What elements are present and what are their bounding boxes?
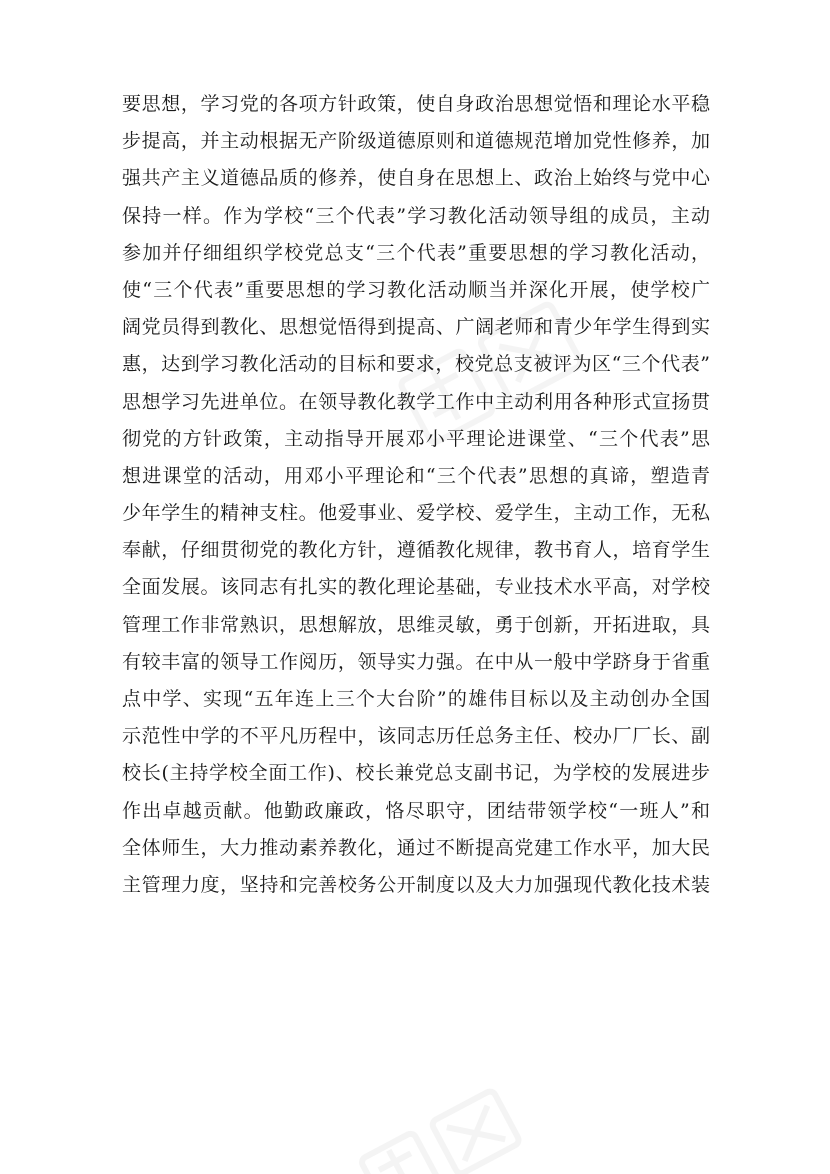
text-line-3: 强共产主义道德品质的修养，使自身在思想上、政治上始终与党中心 — [122, 167, 710, 190]
text-line-1: 要思想，学习党的各项方针政策，使自身政治思想觉悟和理论水平稳 — [122, 93, 710, 115]
text-line-21: 全体师生，大力推动素养教化，通过不断提高党建工作水平，加大民 — [122, 836, 710, 859]
text-line-15: 管理工作非常熟识，思想解放，思维灵敏，勇于创新，开拓进取，具 — [122, 613, 710, 636]
text-line-19: 校长(主持学校全面工作)、校长兼党总支副书记，为学校的发展进步 — [122, 762, 710, 785]
text-line-12: 少年学生的精神支柱。他爱事业、爱学校、爱学生，主动工作，无私 — [122, 502, 710, 525]
text-line-7: 阔党员得到教化、思想觉悟得到提高、广阔老师和青少年学生得到实 — [122, 316, 710, 339]
watermark-stamp-icon — [340, 1080, 540, 1174]
text-line-18: 示范性中学的不平凡历程中，该同志历任总务主任、校办厂厂长、副 — [122, 725, 710, 748]
text-line-8: 惠，达到学习教化活动的目标和要求，校党总支被评为区“三个代表” — [122, 353, 710, 376]
text-line-13: 奉献，仔细贯彻党的教化方针，遵循教化规律，教书育人，培育学生 — [122, 539, 710, 562]
text-line-4: 保持一样。作为学校“三个代表”学习教化活动领导组的成员，主动 — [122, 204, 710, 227]
text-line-5: 参加并仔细组织学校党总支“三个代表”重要思想的学习教化活动， — [122, 241, 710, 264]
text-line-20: 作出卓越贡献。他勤政廉政，恪尽职守，团结带领学校“一班人”和 — [122, 799, 710, 822]
body-paragraph — [122, 86, 710, 904]
text-line-9: 思想学习先进单位。在领导教化教学工作中主动利用各种形式宣扬贯 — [122, 390, 710, 413]
text-line-2: 步提高，并主动根据无产阶级道德原则和道德规范增加党性修养，加 — [122, 130, 710, 153]
text-line-6: 使“三个代表”重要思想的学习教化活动顺当并深化开展，使学校广 — [122, 278, 710, 301]
text-line-11: 想进课堂的活动，用邓小平理论和“三个代表”思想的真谛，塑造青 — [122, 464, 710, 487]
text-line-10: 彻党的方针政策，主动指导开展邓小平理论进课堂、“三个代表”思 — [122, 427, 710, 450]
text-line-22: 主管理力度，坚持和完善校务公开制度以及大力加强现代教化技术装 — [122, 873, 710, 896]
text-line-17: 点中学、实现“五年连上三个大台阶”的雄伟目标以及主动创办全国 — [122, 688, 710, 710]
text-line-14: 全面发展。该同志有扎实的教化理论基础，专业技术水平高，对学校 — [122, 576, 710, 599]
text-line-16: 有较丰富的领导工作阅历，领导实力强。在中从一般中学跻身于省重 — [122, 650, 710, 673]
